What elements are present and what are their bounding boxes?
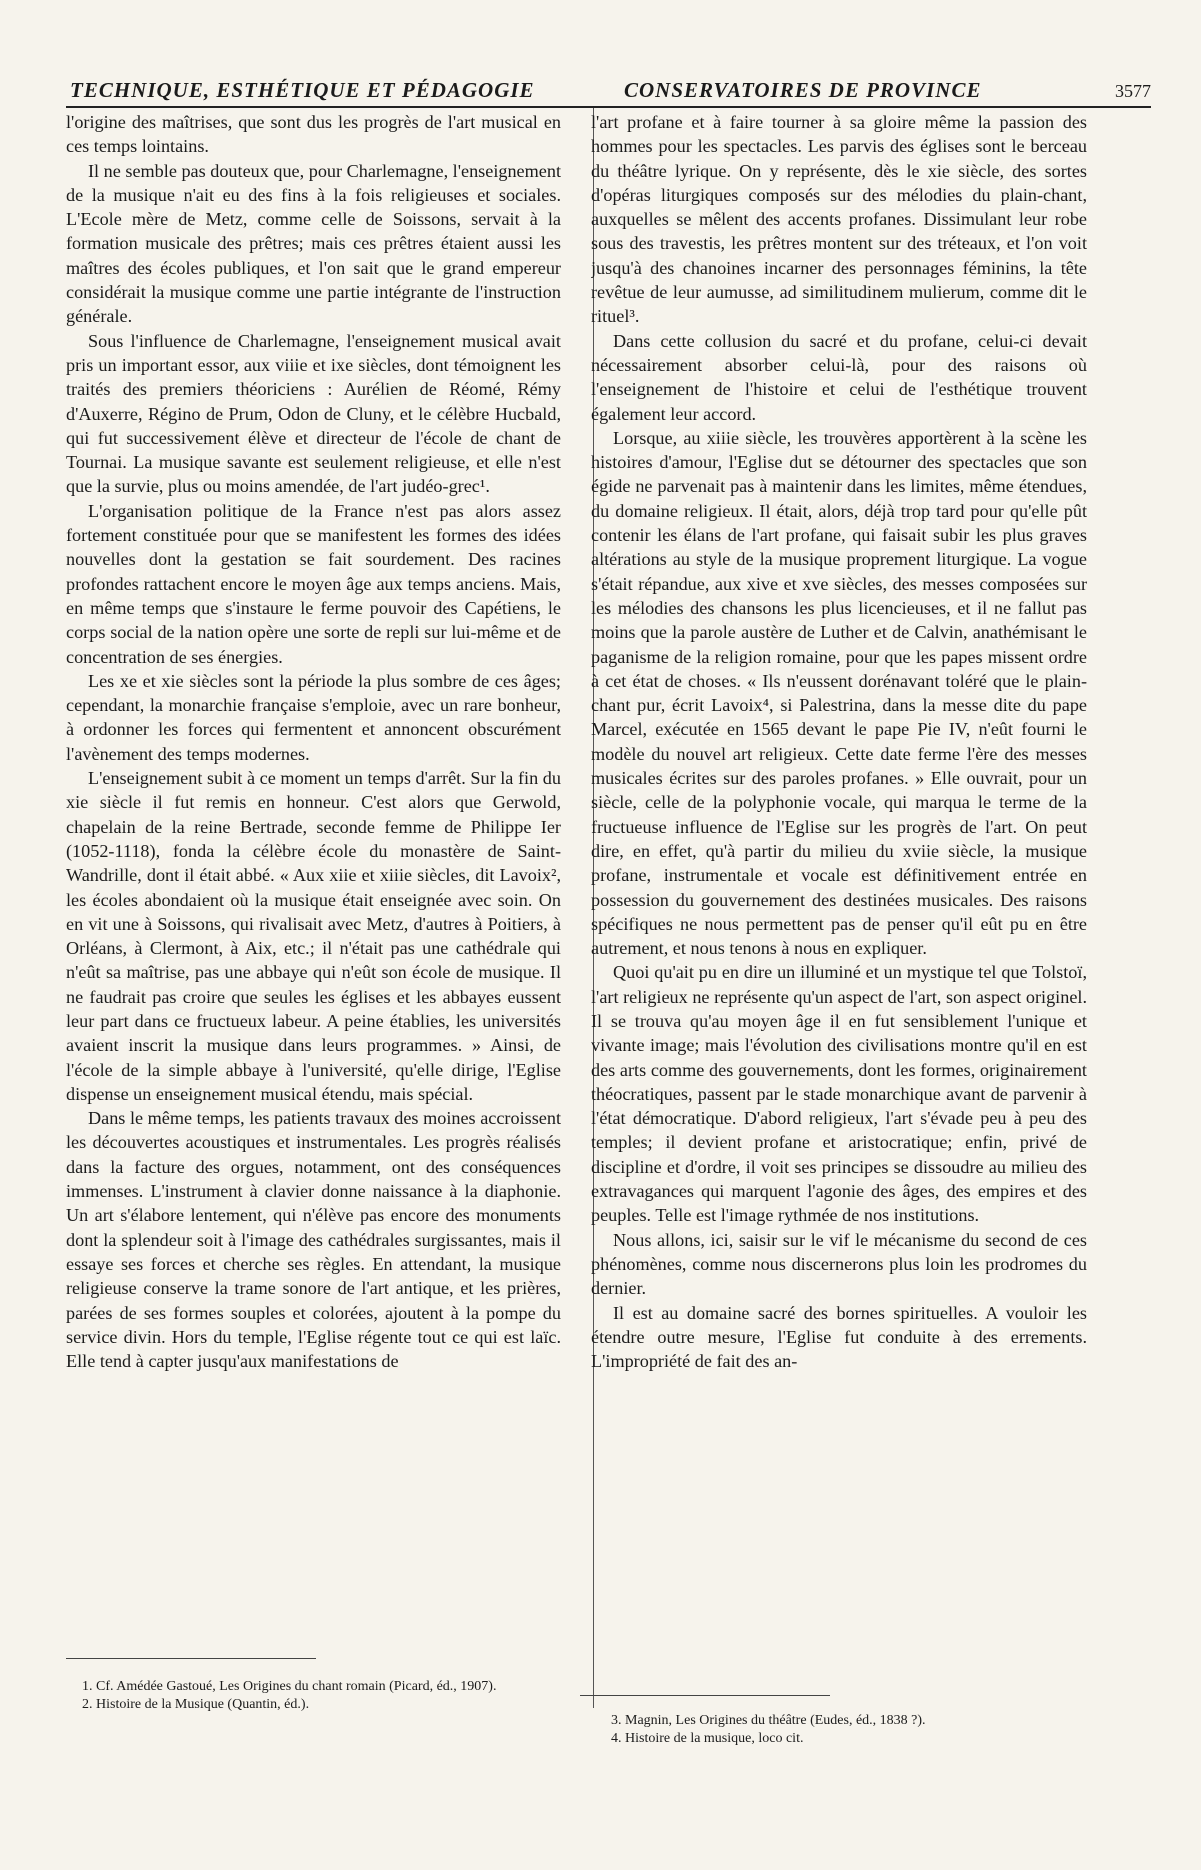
header-left-title: TECHNIQUE, ESTHÉTIQUE ET PÉDAGOGIE [70,78,535,102]
page-number: 3577 [1115,81,1151,101]
footnote: 3. Magnin, Les Origines du théâtre (Eudes, éd., 1838 ?). [611,1713,926,1728]
paragraph: Quoi qu'ait pu en dire un illuminé et un mystique tel que Tolstoï, l'art religieux ne représente qu'un aspect de l'art, son aspect originel. Il se trouva qu'au moyen âge il en fut sensiblement l'unique et vivante image; mais l'évolution des civilisations montre qu'il en est des arts comme des gouvernements, dont les formes, originairement théocratiques, passent par le stade monarchique avant de parvenir à l'état démocratique. D'abord religieux, l'art s'évade peu à peu des temples; il devient profane et aristocratique; enfin, privé de discipline et d'ordre, il voit ses principes se dissoudre au milieu des extravagances qui marquent l'agonie des âges, des empires et des peuples. Telle est l'image rythmée de nos institutions. [591,962,1087,1226]
paragraph: Il est au domaine sacré des bornes spirituelles. A vouloir les étendre outre mesure, l'Eglise fut conduite à des errements. L'impropriété de fait des an- [591,1302,1087,1372]
paragraph: L'enseignement subit à ce moment un temps d'arrêt. Sur la fin du xie siècle il fut remis en honneur. C'est alors que Gerwold, chapelain de la reine Bertrade, seconde femme de Philippe Ier (1052-1118), fonda la célèbre école du monastère de Saint-Wandrille, dont il était abbé. « Aux xiie et xiiie siècles, dit Lavoix², les écoles abondaient où la musique était enseignée avec soin. On en vit une à Soissons, qui rivalisait avec Metz, d'autres à Poitiers, à Orléans, à Clermont, à Aix, etc.; il n'était pas une cathédrale qui n'eût sa maîtrise, pas une abbaye qui n'eût son école de musique. Il ne faudrait pas croire que seules les églises et les abbayes eussent leur part dans ce fructueux labeur. A peine établies, les universités avaient inscrit la musique dans leurs programmes. » Ainsi, de l'école de la simple abbaye à l'université, qu'elle dirige, l'Eglise dispense un enseignement musical étendu, mais spécial. [66,768,561,1104]
paragraph: l'origine des maîtrises, que sont dus les progrès de l'art musical en ces temps lointains. [66,112,561,157]
paragraph: Lorsque, au xiiie siècle, les trouvères apportèrent à la scène les histoires d'amour, l'Eglise dut se détourner des spectacles que son égide ne parvenait pas à maintenir dans les limites, même étendues, du domaine religieux. Il était, alors, déjà trop tard pour qu'elle pût contenir les élans de l'art profane, qui faisait subir les plus graves altérations au style de la musique proprement liturgique. La vogue s'était répandue, aux xive et xve siècles, des messes composées sur les mélodies des chansons les plus licencieuses, et il ne fallut pas moins que la parole austère de Luther et de Calvin, anathémisant le paganisme de la religion romaine, pour que les papes missent ordre à cet état de choses. « Ils n'eussent dorénavant toléré que le plain-chant pur, écrit Lavoix⁴, si Palestrina, dans la messe dite du pape Marcel, exécutée en 1565 devant le pape Pie IV, n'eût fourni le modèle du nouvel art religieux. Cette date ferme l'ère des messes musicales écrites sur des paroles profanes. » Elle ouvrait, pour un siècle, celle de la polyphonie vocale, qui marqua le terme de la fructueuse influence de l'Eglise sur les progrès de l'art. On peut dire, en effet, qu'à partir du milieu du xviie siècle, la musique profane, instrumentale et vocale est définitivement entrée en possession du gouvernement des destinées musicales. Des raisons spécifiques ne nous permettent pas de penser qu'il eût pu en être autrement, et nous tenons à nous en expliquer. [591,427,1087,959]
footnote: 1. Cf. Amédée Gastoué, Les Origines du chant romain (Picard, éd., 1907). [82,1679,497,1694]
footnote-divider [66,1658,316,1659]
paragraph: Dans le même temps, les patients travaux des moines accroissent les découvertes acoustiques et instrumentales. Les progrès réalisés dans la facture des orgues, notamment, ont des conséquences immenses. L'instrument à clavier donne naissance à la diaphonie. Un art s'élabore lentement, qui n'élève pas encore des monuments dont la splendeur soit à l'image des cathédrales surgissantes, mais il essaye ses forces et cherche ses règles. En attendant, la musique religieuse conserve la trame sonore de l'art antique, et les prières, parées de ses formes souples et colorées, ajoutent à la pompe du service divin. Hors du temple, l'Eglise régente tout ce qui est laïc. Elle tend à capter jusqu'aux manifestations de [66,1108,561,1372]
footnote: 2. Histoire de la Musique (Quantin, éd.). [82,1697,310,1712]
paragraph: Il ne semble pas douteux que, pour Charlemagne, l'enseignement de la musique n'ait eu des fins à la fois religieuses et sociales. L'Ecole mère de Metz, comme celle de Soissons, servait à la formation musicale des prêtres; mais ces prêtres étaient aussi les maîtres des écoles publiques, et l'on sait que le grand empereur considérait la musique comme une partie intégrante de l'instruction générale. [66,160,561,327]
right-column [591,110,1087,1670]
paragraph: Dans cette collusion du sacré et du profane, celui-ci devait nécessairement absorber celui-là, pour des raisons où l'enseignement de l'histoire et celui de l'esthétique trouvent également leur accord. [591,330,1087,424]
paragraph: l'art profane et à faire tourner à sa gloire même la passion des hommes pour les spectacles. Les parvis des églises sont le berceau du théâtre lyrique. On y représente, dès le xie siècle, des sortes d'opéras liturgiques composés sur des mélodies du plain-chant, auxquelles se mêlent des accents profanes. Dissimulant leur robe sous des travestis, les prêtres montent sur des tréteaux, et l'on voit jusqu'à des chanoines incarner des personnages féminins, la tête revêtue de leur aumusse, ad similitudinem mulierum, comme dit le rituel³. [591,112,1087,327]
paragraph: L'organisation politique de la France n'est pas alors assez fortement constituée pour que se manifestent les formes des idées nouvelles dont la gestation se fait sourdement. Des racines profondes rattachent encore le moyen âge aux temps anciens. Mais, en même temps que s'instaure le ferme pouvoir des Capétiens, le corps social de la nation opère une sorte de repli sur lui-même et de concentration de ses énergies. [66,500,561,667]
paragraph: Les xe et xie siècles sont la période la plus sombre de ces âges; cependant, la monarchie française s'emploie, avec un rare bonheur, à ordonner les forces qui fermentent et annoncent obscurément l'avènement des temps modernes. [66,670,561,764]
footnotes-left [66,1678,546,1714]
running-header [66,78,1151,108]
footnote-divider [580,1695,830,1696]
paragraph: Nous allons, ici, saisir sur le vif le mécanisme du second de ces phénomènes, comme nous discernerons plus loin les prodromes du dernier. [591,1229,1087,1299]
footnotes-right [595,1712,1075,1748]
paragraph: Sous l'influence de Charlemagne, l'enseignement musical avait pris un important essor, aux viiie et ixe siècles, dont témoignent les traités des premiers théoriciens : Aurélien de Réomé, Rémy d'Auxerre, Régino de Prum, Odon de Cluny, et le célèbre Hucbald, qui fut successivement élève et directeur de l'école de chant de Tournai. La musique savante est seulement religieuse, et elle n'est que la survie, plus ou moins amendée, de l'art judéo-grec¹. [66,330,561,497]
header-right-title: CONSERVATOIRES DE PROVINCE [624,78,982,102]
left-column [66,110,561,1655]
footnote: 4. Histoire de la musique, loco cit. [611,1731,804,1746]
